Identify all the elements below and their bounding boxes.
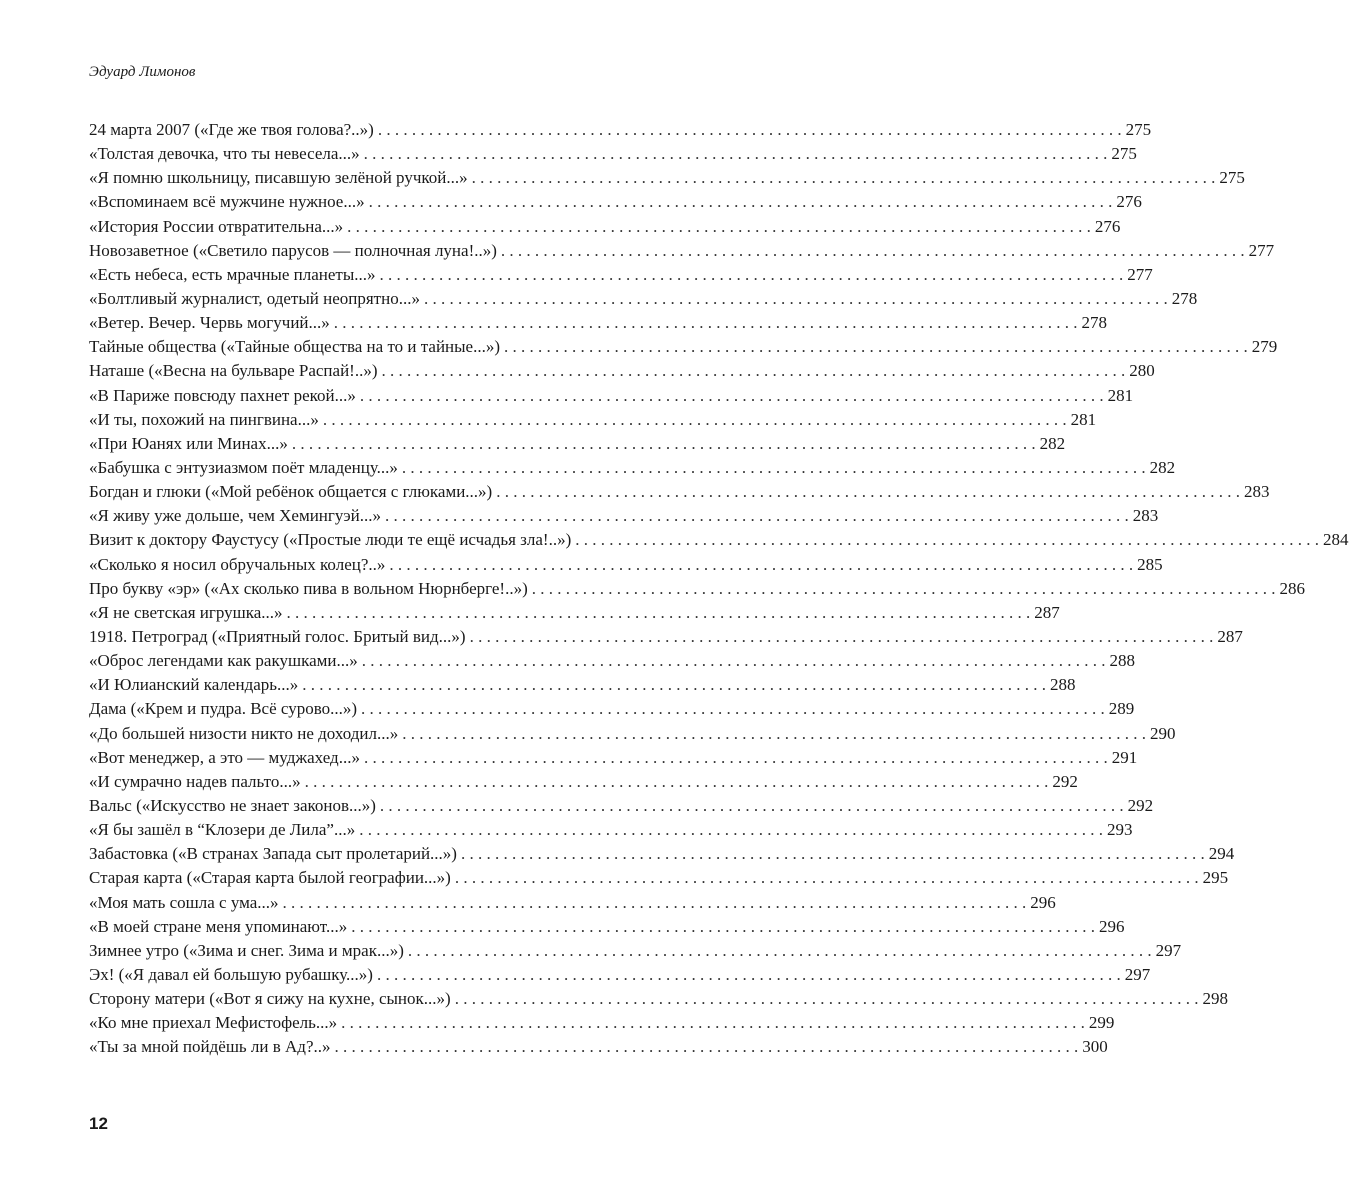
toc-entry-page: 280 [1129,361,1155,381]
toc-entry [89,1011,1115,1035]
toc-entry-page: 276 [1094,216,1121,236]
toc-entry-title: «Моя мать сошла с ума...» [89,892,279,912]
toc-entry-title: Эх! («Я давал ей большую рубашку...») [89,964,373,984]
toc-leader-dots [359,818,1103,842]
toc-entry [89,335,1278,359]
toc-entry [89,553,1163,577]
toc-entry [89,673,1076,697]
toc-entry [89,842,1235,866]
toc-entry-page: 278 [1081,313,1108,333]
page-number: 12 [89,1114,108,1133]
toc-entry-title: Визит к доктору Фаустусу («Простые люди те ещё исчадья зла!..») [89,530,572,550]
toc-leader-dots [504,335,1248,359]
toc-entry-page: 292 [1127,795,1154,815]
toc-entry-title: Зимнее утро («Зима и снег. Зима и мрак...») [89,940,404,960]
toc-entry-page: 300 [1082,1037,1108,1057]
toc-entry [89,697,1135,721]
toc-leader-dots [362,649,1106,673]
toc-entry [89,625,1243,649]
toc-leader-dots [369,190,1113,214]
toc-entry-page: 275 [1219,168,1245,188]
toc-entry [89,215,1121,239]
toc-leader-dots [334,311,1078,335]
toc-entry [89,939,1182,963]
toc-entry-title: Наташе («Весна на бульваре Распай!..») [89,361,378,381]
toc-entry [89,794,1154,818]
toc-entry [89,432,1066,456]
toc-entry [89,866,1229,890]
toc-entry-page: 297 [1155,940,1182,960]
toc-leader-dots [302,673,1046,697]
toc-leader-dots [455,866,1199,890]
toc-leader-dots [408,939,1152,963]
toc-leader-dots [496,480,1240,504]
toc-entry-page: 282 [1149,457,1176,477]
toc-leader-dots [361,697,1105,721]
toc-entry [89,190,1142,214]
toc-entry [89,746,1138,770]
toc-entry-page: 281 [1070,409,1097,429]
toc-leader-dots [501,239,1245,263]
toc-entry-page: 287 [1034,602,1060,622]
toc-entry-title: «Болтливый журналист, одетый неопрятно...» [89,288,420,308]
toc-entry [89,891,1056,915]
toc-leader-dots [305,770,1049,794]
toc-entry-page: 296 [1098,916,1125,936]
toc-entry-title: «И сумрачно надев пальто...» [89,771,301,791]
toc-leader-dots [364,142,1108,166]
toc-entry-page: 277 [1127,264,1153,284]
toc-entry-page: 289 [1108,699,1135,719]
toc-entry-title: «При Юанях или Минах...» [89,433,288,453]
toc-leader-dots [351,915,1095,939]
toc-leader-dots [287,601,1031,625]
toc-entry-title: «Вспоминаем всё мужчине нужное...» [89,192,365,212]
toc-leader-dots [283,891,1027,915]
toc-entry-title: «В Париже повсюду пахнет рекой...» [89,385,356,405]
toc-entry [89,528,1349,552]
toc-entry-page: 285 [1137,554,1163,574]
toc-entry-title: «Вот менеджер, а это — муджахед...» [89,747,360,767]
toc-entry-page: 283 [1132,506,1159,526]
toc-entry-title: 1918. Петроград («Приятный голос. Бритый вид...») [89,626,466,646]
toc-entry [89,142,1137,166]
toc-entry-page: 279 [1251,337,1278,357]
toc-entry-title: Про букву «эр» («Ах сколько пива в вольном Нюрнберге!..») [89,578,528,598]
toc-entry [89,722,1176,746]
toc-entry-title: Тайные общества («Тайные общества на то и тайные...») [89,337,501,357]
toc-entry [89,963,1151,987]
toc-entry [89,456,1176,480]
toc-entry [89,915,1125,939]
toc-entry-page: 275 [1125,120,1152,139]
toc-entry-title: «Я живу уже дольше, чем Хемингуэй...» [89,506,382,526]
toc-entry-title: «В моей стране меня упоминают...» [89,916,348,936]
toc-entry [89,263,1153,287]
toc-entry-page: 298 [1202,989,1228,1009]
toc-leader-dots [364,746,1108,770]
toc-leader-dots [424,287,1168,311]
toc-leader-dots [378,118,1122,142]
toc-entry-title: «До большей низости никто не доходил...» [89,723,399,743]
toc-entry-page: 276 [1116,192,1142,212]
toc-entry [89,359,1155,383]
toc-entry-page: 281 [1107,385,1134,405]
toc-entry-title: «И ты, похожий на пингвина...» [89,409,319,429]
toc-leader-dots [380,263,1124,287]
toc-entry-page: 284 [1323,530,1349,550]
toc-entry-page: 275 [1111,144,1137,164]
toc-entry-title: «Оброс легендами как ракушками...» [89,651,358,671]
toc-entry-title: Забастовка («В странах Запада сыт пролетарий...») [89,844,457,864]
toc-entry-title: «Сколько я носил обручальных колец?..» [89,554,386,574]
toc-entry-page: 282 [1039,433,1066,453]
toc-entry-title: Новозаветное («Светило парусов — полночная луна!..») [89,240,497,260]
toc-entry-page: 286 [1279,578,1306,598]
toc-entry-title: «Толстая девочка, что ты невесела...» [89,144,360,164]
toc-entry-title: «Ко мне приехал Мефистофель...» [89,1013,338,1033]
toc-entry [89,480,1270,504]
toc-entry [89,504,1159,528]
toc-entry [89,287,1198,311]
toc-entry [89,649,1135,673]
toc-entry-page: 292 [1052,771,1078,791]
toc-leader-dots [380,794,1124,818]
toc-entry-page: 288 [1109,651,1135,671]
toc-leader-dots [402,722,1146,746]
toc-entry [89,384,1134,408]
toc-entry-page: 283 [1243,482,1270,502]
toc-leader-dots [335,1035,1079,1059]
toc-entry-title: «История России отвратительна...» [89,216,344,236]
toc-entry-page: 293 [1106,820,1133,840]
toc-entry-title: «Бабушка с энтузиазмом поёт младенцу...» [89,457,398,477]
toc-entry [89,818,1133,842]
toc-entry-title: 24 марта 2007 («Где же твоя голова?..») [89,120,374,139]
toc-entry-title: «Ты за мной пойдёшь ли в Ад?..» [89,1037,331,1057]
toc-entry-title: Старая карта («Старая карта былой географии...») [89,868,451,888]
toc-leader-dots [382,359,1126,383]
toc-leader-dots [402,456,1146,480]
toc-entry [89,577,1306,601]
toc-entry [89,239,1275,263]
toc-leader-dots [389,553,1133,577]
toc-leader-dots [385,504,1129,528]
toc-entry [89,166,1245,190]
toc-entry [89,408,1097,432]
toc-entry-title: «Ветер. Вечер. Червь могучий...» [89,313,330,333]
toc-leader-dots [377,963,1121,987]
toc-entry [89,987,1228,1011]
toc-entry [89,311,1108,335]
toc-entry-page: 299 [1088,1013,1115,1033]
toc-entry-title: «Я помню школьницу, писавшую зелёной ручкой...» [89,168,468,188]
toc-leader-dots [341,1011,1085,1035]
toc-leader-dots [292,432,1036,456]
toc-entry-page: 278 [1171,288,1198,308]
toc-entry-title: «Есть небеса, есть мрачные планеты...» [89,264,376,284]
toc-entry [89,770,1078,794]
toc-leader-dots [323,408,1067,432]
table-of-contents [89,118,1349,1059]
toc-leader-dots [347,215,1091,239]
toc-entry-title: Вальс («Искусство не знает законов...») [89,795,376,815]
toc-entry [89,1035,1108,1059]
toc-leader-dots [472,166,1216,190]
toc-entry [89,601,1060,625]
toc-entry-title: Богдан и глюки («Мой ребёнок общается с глюками...») [89,482,493,502]
toc-leader-dots [575,528,1319,552]
toc-entry-page: 291 [1111,747,1138,767]
toc-entry-title: «Я не светская игрушка...» [89,602,283,622]
toc-entry-page: 287 [1217,626,1243,646]
toc-entry-page: 296 [1030,892,1056,912]
toc-entry-title: «И Юлианский календарь...» [89,675,299,695]
running-head: Эдуард Лимонов [89,64,196,80]
toc-leader-dots [360,384,1104,408]
toc-leader-dots [455,987,1199,1011]
toc-entry-title: Дама («Крем и пудра. Всё сурово...») [89,699,358,719]
toc-entry-title: «Я бы зашёл в “Клозери де Лила”...» [89,820,356,840]
toc-entry-page: 294 [1208,844,1235,864]
toc-leader-dots [461,842,1205,866]
toc-entry-page: 277 [1248,240,1275,260]
toc-entry [89,118,1152,142]
toc-entry-title: Сторону матери («Вот я сижу на кухне, сынок...») [89,989,451,1009]
toc-leader-dots [532,577,1276,601]
toc-leader-dots [470,625,1214,649]
toc-entry-page: 295 [1202,868,1229,888]
toc-entry-page: 290 [1149,723,1176,743]
toc-entry-page: 288 [1050,675,1076,695]
toc-entry-page: 297 [1124,964,1151,984]
